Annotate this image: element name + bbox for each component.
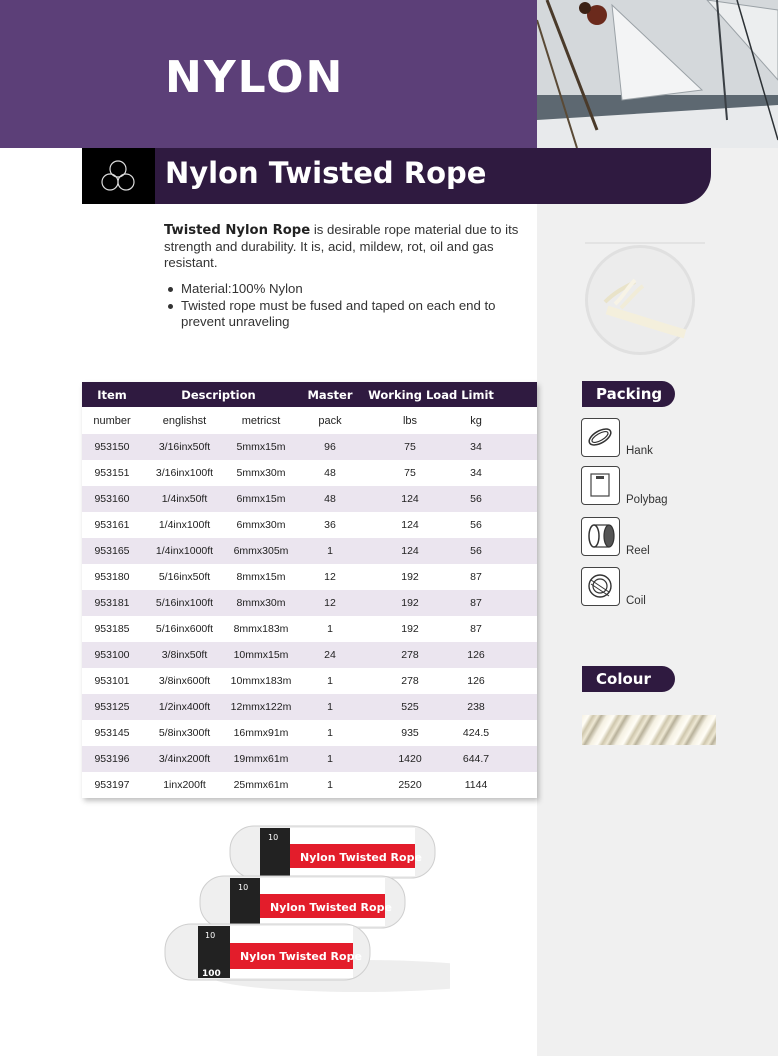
rope-hank-top [230,826,435,878]
cell-english: 1/4inx100ft [158,519,211,531]
subheader-cell: metricst [241,414,281,427]
label-text: Nylon Twisted Rope [240,950,362,963]
cell-english: 3/16inx100ft [155,467,214,479]
cell-english: 3/16inx50ft [158,441,211,453]
cell-item: 953145 [94,727,130,739]
subheader-cell: kg [470,414,482,427]
cell-metric: 12mmx122m [230,701,292,713]
cell-english: 3/8inx50ft [161,649,208,661]
table-row [82,772,537,798]
cell-item: 953161 [94,519,130,531]
intro-text: is desirable rope material due to its strength and durability. It is, acid, mildew, rot, oil and gas resistant. [164,222,519,270]
cell-item: 953180 [94,571,130,583]
packing-label: Coil [626,595,646,607]
cell-kg: 424.5 [462,727,490,739]
subheader-cell: lbs [402,414,418,427]
label-text: Nylon Twisted Rope [300,851,422,864]
table-header [82,382,537,407]
cell-item: 953125 [94,701,130,713]
subheader-cell: englishst [162,414,207,427]
table-row [82,694,537,720]
table-row [82,486,537,512]
col-header-master: Master [307,387,353,402]
cell-metric: 25mmx61m [233,779,289,791]
cell-item: 953150 [94,441,130,453]
col-header-item: Item [97,387,127,402]
cell-kg: 56 [470,493,482,505]
product-title: Nylon Twisted Rope [165,156,487,190]
cell-kg: 34 [470,441,482,453]
cell-english: 3/8inx600ft [158,675,211,687]
cell-english: 5/16inx50ft [158,571,211,583]
cell-pack: 1 [327,753,333,765]
cell-pack: 1 [327,727,333,739]
cell-lbs: 124 [401,493,419,505]
table-row [82,746,537,772]
rope-hank-bottom [165,924,370,980]
cell-metric: 19mmx61m [233,753,289,765]
cell-metric: 8mmx15m [236,571,286,583]
cell-pack: 1 [327,675,333,687]
table-row [82,460,537,486]
cell-kg: 34 [470,467,482,479]
feature-item: Twisted rope must be fused and taped on each end to prevent unraveling [164,298,524,330]
cell-lbs: 75 [404,441,416,453]
cell-english: 5/16inx100ft [155,597,214,609]
cell-metric: 5mmx15m [236,441,286,453]
cell-pack: 1 [327,779,333,791]
cell-metric: 6mmx30m [236,519,286,531]
cell-pack: 1 [327,623,333,635]
cell-english: 3/4inx200ft [158,753,211,765]
cell-lbs: 75 [404,467,416,479]
cell-kg: 87 [470,571,482,583]
cell-lbs: 124 [401,519,419,531]
cell-lbs: 1420 [398,753,422,765]
three-strand-icon [82,148,155,204]
spec-table [82,382,537,798]
feature-list [164,281,524,331]
label-count: 100 [202,969,221,979]
cell-metric: 10mmx183m [230,675,292,687]
cell-english: 1/2inx400ft [158,701,211,713]
cell-item: 953197 [94,779,130,791]
intro-paragraph [164,222,524,271]
reel-icon [581,517,620,556]
cell-metric: 5mmx30m [236,467,286,479]
packing-label: Polybag [626,494,668,506]
cell-pack: 24 [324,649,336,661]
packing-tag: Packing [582,381,675,407]
cell-item: 953101 [94,675,130,687]
cell-pack: 1 [327,701,333,713]
cell-metric: 8mmx30m [236,597,286,609]
label-size: 10 [205,931,216,940]
cell-item: 953165 [94,545,130,557]
cell-metric: 6mmx15m [236,493,286,505]
cell-lbs: 2520 [398,779,422,791]
colour-tag: Colour [582,666,675,692]
intro-lead: Twisted Nylon Rope [164,223,311,238]
table-row [82,434,537,460]
table-row [82,512,537,538]
rope-end-photo [585,242,705,357]
cell-kg: 644.7 [462,753,490,765]
table-row [82,590,537,616]
top-banner [0,0,537,148]
colour-swatch [582,715,716,745]
cell-kg: 126 [467,649,485,661]
cell-item: 953151 [94,467,130,479]
cell-pack: 36 [324,519,336,531]
hank-icon [581,418,620,457]
col-header-description: Description [181,387,256,402]
cell-item: 953196 [94,753,130,765]
cell-lbs: 525 [401,701,419,713]
cell-pack: 12 [324,597,336,609]
cell-lbs: 935 [401,727,419,739]
cell-item: 953181 [94,597,130,609]
cell-lbs: 192 [401,597,419,609]
cell-kg: 126 [467,675,485,687]
packing-label: Hank [626,445,653,457]
cell-lbs: 124 [401,545,419,557]
cell-english: 1inx200ft [163,779,206,791]
table-subheader [82,407,537,434]
subheader-cell: pack [318,414,342,427]
table-row [82,538,537,564]
cell-lbs: 278 [401,675,419,687]
table-row [82,642,537,668]
cell-lbs: 192 [401,623,419,635]
brand-title: NYLON [165,52,345,103]
cell-kg: 87 [470,597,482,609]
cell-lbs: 192 [401,571,419,583]
label-size: 10 [268,833,279,842]
cell-kg: 56 [470,545,482,557]
cell-pack: 1 [327,545,333,557]
product-packaging-photo [160,818,450,998]
cell-item: 953100 [94,649,130,661]
cell-lbs: 278 [401,649,419,661]
table-row [82,720,537,746]
cell-pack: 48 [324,493,336,505]
col-header-wll: Working Load Limit [368,387,494,402]
cell-item: 953185 [94,623,130,635]
table-row [82,616,537,642]
packing-label: Reel [626,545,650,557]
cell-english: 5/8inx300ft [158,727,211,739]
feature-item: Material:100% Nylon [164,281,524,297]
label-text: Nylon Twisted Rope [270,901,392,914]
cell-metric: 6mmx305m [233,545,289,557]
cell-pack: 96 [324,441,336,453]
polybag-icon [581,466,620,505]
cell-kg: 238 [467,701,485,713]
cell-metric: 8mmx183m [233,623,289,635]
table-row [82,668,537,694]
subheader-cell: number [93,414,131,427]
cell-metric: 10mmx15m [233,649,289,661]
cell-pack: 48 [324,467,336,479]
cell-english: 1/4inx1000ft [155,545,214,557]
cell-english: 1/4inx50ft [161,493,208,505]
label-size: 10 [238,883,249,892]
coil-icon [581,567,620,606]
cell-kg: 56 [470,519,482,531]
cell-kg: 1144 [464,779,488,791]
table-row [82,564,537,590]
rope-hank-middle [200,876,405,928]
cell-pack: 12 [324,571,336,583]
sailboat-photo [537,0,778,148]
cell-item: 953160 [94,493,130,505]
cell-kg: 87 [470,623,482,635]
cell-metric: 16mmx91m [233,727,289,739]
cell-english: 5/16inx600ft [155,623,214,635]
